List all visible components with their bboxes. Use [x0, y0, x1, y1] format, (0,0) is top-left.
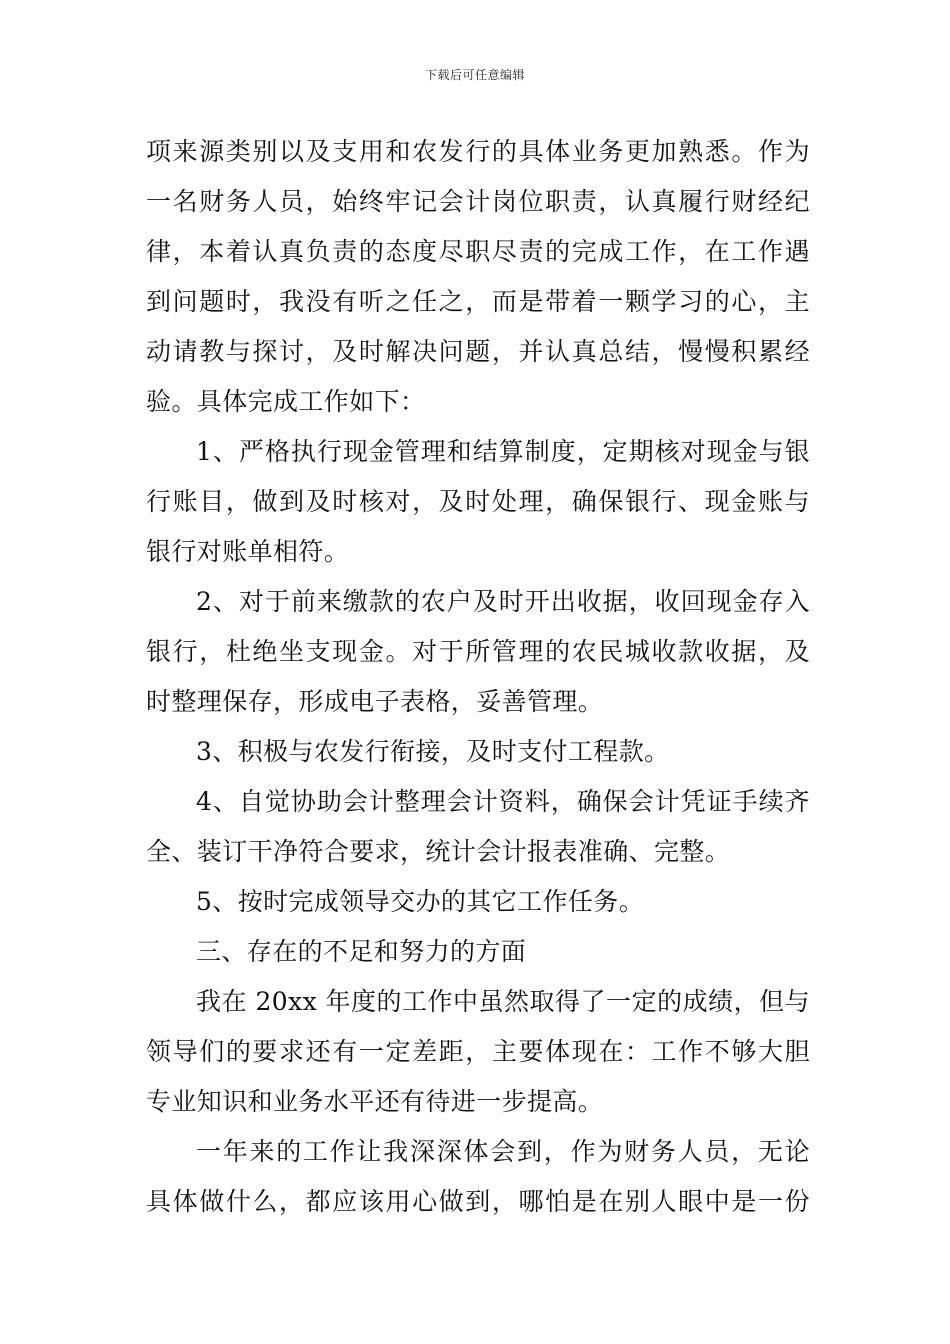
text-line: 一名财务人员，始终牢记会计岗位职责，认真履行财经纪: [146, 187, 810, 216]
text-line: 4、自觉协助会计整理会计资料，确保会计凭证手续齐: [196, 787, 810, 816]
text-line: 动请教与探讨，及时解决问题，并认真总结，慢慢积累经: [146, 337, 810, 366]
header-note: 下载后可任意编辑: [424, 68, 525, 82]
body-text: [146, 127, 810, 1227]
text-line: 银行对账单相符。: [146, 537, 350, 566]
text-line: 具体做什么，都应该用心做到，哪怕是在别人眼中是一份: [146, 1187, 810, 1216]
text-line: 全、装订干净符合要求，统计会计报表准确、完整。: [146, 837, 731, 866]
text-line: 三、存在的不足和努力的方面: [196, 937, 527, 966]
text-line: 行账目，做到及时核对，及时处理，确保银行、现金账与: [146, 487, 810, 516]
text-line: 领导们的要求还有一定差距，主要体现在：工作不够大胆: [146, 1037, 810, 1066]
text-line: 项来源类别以及支用和农发行的具体业务更加熟悉。作为: [146, 137, 810, 166]
text-line: 到问题时，我没有听之任之，而是带着一颗学习的心，主: [146, 287, 810, 316]
text-line: 我在 20xx 年度的工作中虽然取得了一定的成绩，但与: [196, 987, 810, 1016]
text-line: 律，本着认真负责的态度尽职尽责的完成工作，在工作遇: [146, 237, 810, 266]
text-line: 验。具体完成工作如下：: [146, 387, 426, 416]
text-line: 一年来的工作让我深深体会到，作为财务人员，无论: [196, 1137, 810, 1166]
text-line: 5、按时完成领导交办的其它工作任务。: [196, 887, 645, 916]
text-line: 2、对于前来缴款的农户及时开出收据，收回现金存入: [196, 587, 810, 616]
text-line: 3、积极与农发行衔接，及时支付工程款。: [196, 737, 670, 766]
text-line: 银行，杜绝坐支现金。对于所管理的农民城收款收据，及: [146, 637, 810, 666]
text-line: 时整理保存，形成电子表格，妥善管理。: [146, 687, 604, 716]
text-line: 1、严格执行现金管理和结算制度，定期核对现金与银: [196, 437, 810, 466]
text-line: 专业知识和业务水平还有待进一步提高。: [146, 1087, 604, 1116]
